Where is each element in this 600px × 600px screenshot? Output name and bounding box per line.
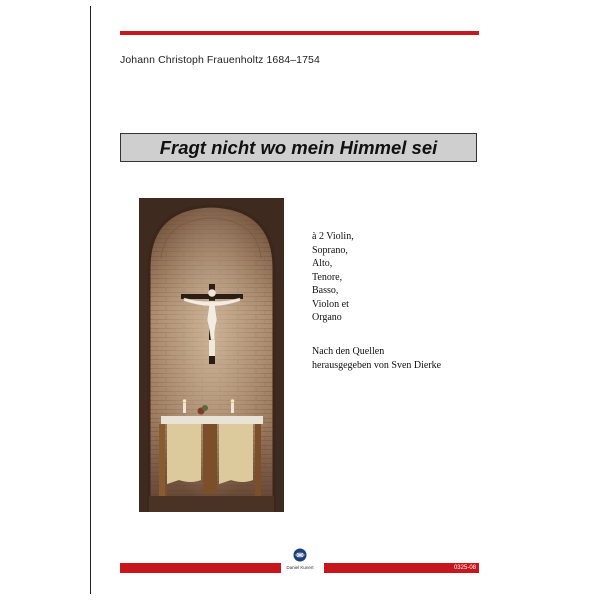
instrument-line: à 2 Violin, xyxy=(312,231,354,242)
instrument-line: Organo xyxy=(312,312,342,323)
catalog-number: 0325-08 xyxy=(453,565,476,571)
work-title: Fragt nicht wo mein Himmel sei xyxy=(159,136,438,158)
editor-line: herausgegeben von Sven Dierke xyxy=(312,359,442,371)
title-box xyxy=(120,133,477,162)
cover-image xyxy=(139,198,284,512)
instrumentation-list xyxy=(312,230,354,325)
composer-line: Johann Christoph Frauenholtz 1684–1754 xyxy=(120,54,320,66)
church-altar-crucifix-image xyxy=(139,198,284,512)
instrument-line: Basso, xyxy=(312,285,339,296)
page-edge-line xyxy=(90,6,91,594)
instrument-line: Tenore, xyxy=(312,271,343,283)
instrument-line: Violon et xyxy=(312,298,349,310)
publisher-logo-icon xyxy=(293,548,307,562)
editor-line: Nach den Quellen xyxy=(312,346,385,357)
editor-note xyxy=(312,345,441,372)
instrument-line: Alto, xyxy=(312,258,333,269)
top-red-rule xyxy=(120,31,479,35)
bottom-red-rule-left xyxy=(120,563,281,573)
publisher-name: Daniel Kunert xyxy=(286,565,314,570)
instrument-line: Soprano, xyxy=(312,244,348,256)
